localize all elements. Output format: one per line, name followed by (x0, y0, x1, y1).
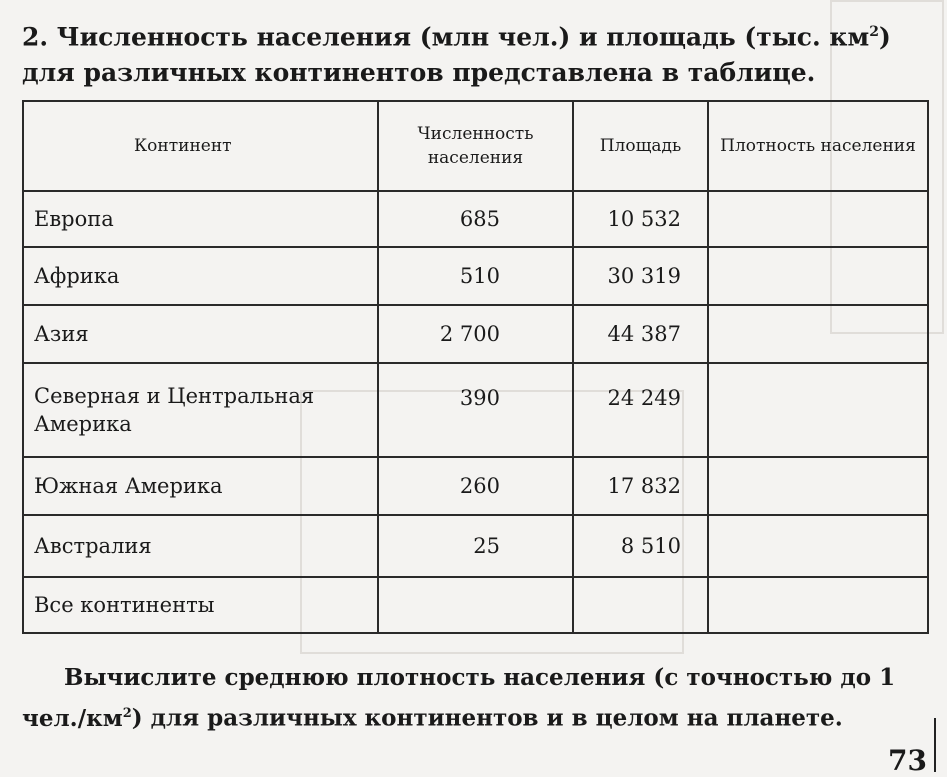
heading-text-prefix: 2. Численность населения (млн чел.) и площадь (тыс. км (22, 22, 870, 52)
table-row (23, 363, 928, 457)
continent-cell: Южная Америка (23, 457, 378, 515)
table-row (23, 247, 928, 305)
footer-text-suffix: ) для различных континентов и в целом на планете. (131, 704, 843, 732)
population-cell (378, 577, 573, 633)
table-row-total (23, 577, 928, 633)
page-number: 73 (888, 744, 927, 777)
heading-text-suffix: ) для различных континентов представлена в таблице. (22, 22, 891, 88)
page-margin-rule (934, 718, 936, 772)
area-cell: 17 832 (573, 457, 708, 515)
continent-cell: Европа (23, 191, 378, 247)
population-cell: 685 (378, 191, 573, 247)
density-cell (708, 515, 928, 577)
header-continent: Континент (23, 101, 378, 191)
area-cell (573, 577, 708, 633)
table-header-row (23, 101, 928, 191)
area-cell: 44 387 (573, 305, 708, 363)
population-cell: 25 (378, 515, 573, 577)
density-cell (708, 457, 928, 515)
footer-superscript: 2 (122, 706, 132, 721)
density-cell (708, 363, 928, 457)
continent-cell: Все континенты (23, 577, 378, 633)
population-cell: 2 700 (378, 305, 573, 363)
header-population: Численность населения (378, 101, 573, 191)
table-row (23, 305, 928, 363)
population-cell: 510 (378, 247, 573, 305)
density-cell (708, 305, 928, 363)
continent-cell: Австралия (23, 515, 378, 577)
footer-text-prefix: Вычислите среднюю плотность населения (с точностью до 1 чел./км (22, 664, 896, 732)
task-instruction (22, 660, 927, 737)
area-cell: 10 532 (573, 191, 708, 247)
population-cell: 260 (378, 457, 573, 515)
continent-cell: Азия (23, 305, 378, 363)
area-cell: 24 249 (573, 363, 708, 457)
table-row (23, 515, 928, 577)
density-cell (708, 247, 928, 305)
task-heading (22, 14, 927, 91)
continent-cell: Северная и Центральная Америка (23, 363, 378, 457)
area-cell: 8 510 (573, 515, 708, 577)
density-cell (708, 191, 928, 247)
population-cell: 390 (378, 363, 573, 457)
continent-cell: Африка (23, 247, 378, 305)
header-area: Площадь (573, 101, 708, 191)
header-density: Плотность населения (708, 101, 928, 191)
area-cell: 30 319 (573, 247, 708, 305)
heading-superscript: 2 (869, 24, 879, 40)
population-table (22, 100, 929, 634)
density-cell (708, 577, 928, 633)
table-row (23, 457, 928, 515)
table-row (23, 191, 928, 247)
